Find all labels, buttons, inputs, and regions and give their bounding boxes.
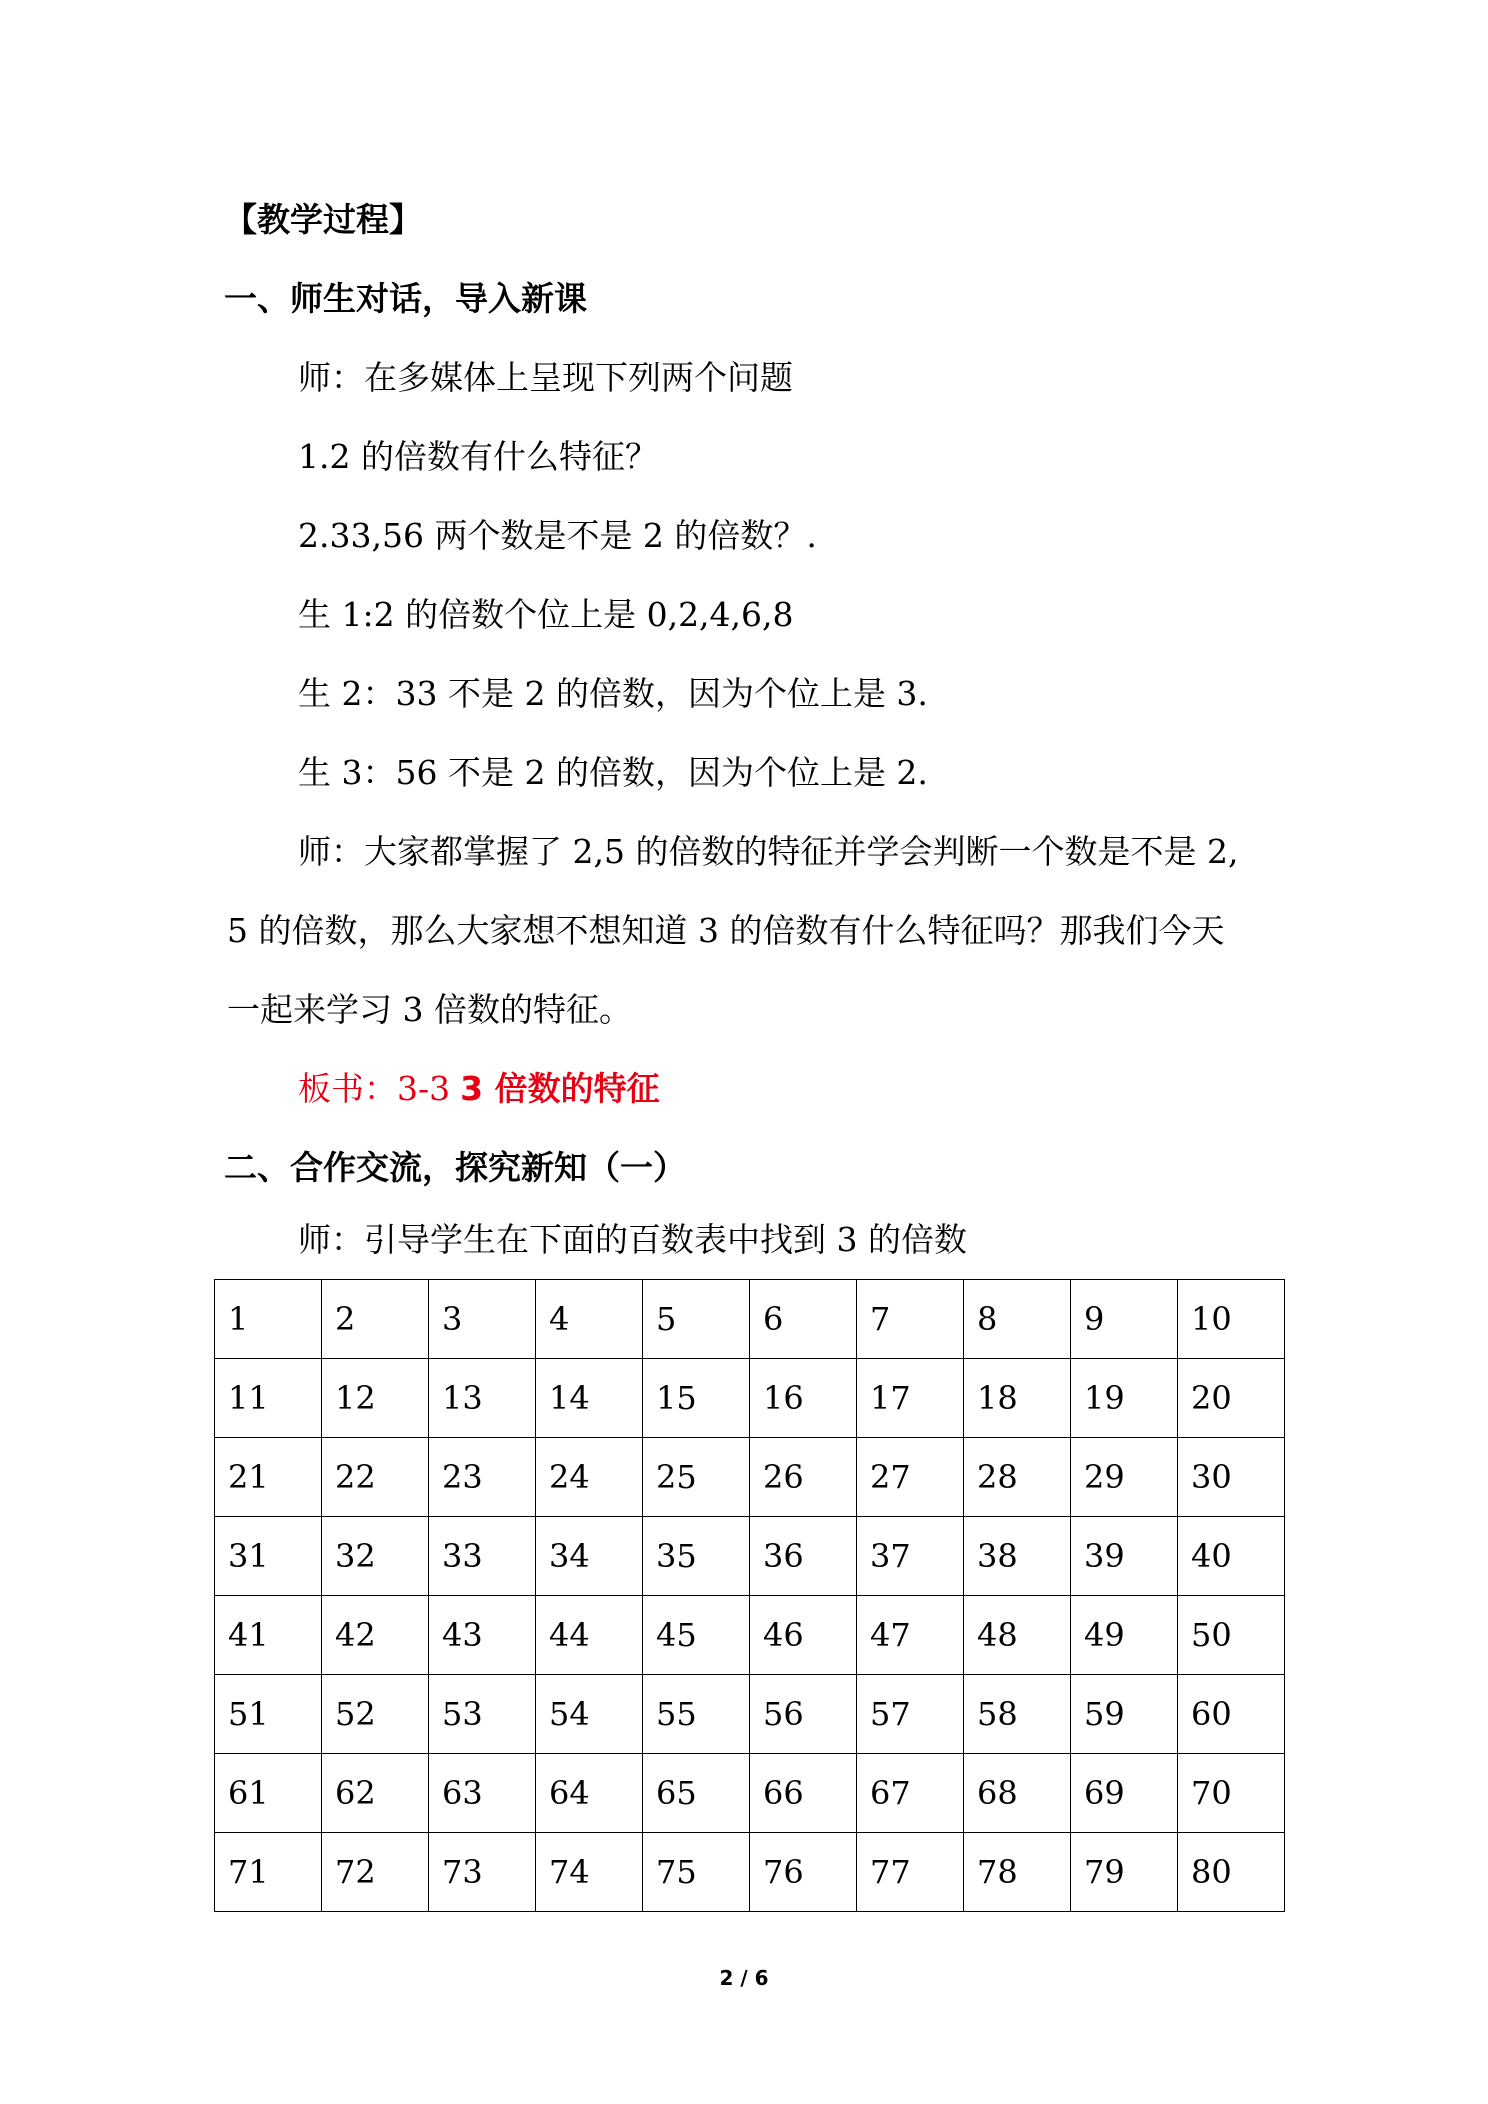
table-cell: 68	[964, 1754, 1071, 1833]
table-cell: 9	[1071, 1280, 1178, 1359]
table-cell: 23	[429, 1438, 536, 1517]
table-cell: 53	[429, 1675, 536, 1754]
table-row	[215, 1596, 1285, 1675]
table-cell: 22	[322, 1438, 429, 1517]
section-heading: 【教学过程】	[224, 200, 422, 239]
table-cell: 25	[643, 1438, 750, 1517]
table-cell: 8	[964, 1280, 1071, 1359]
part1-line-6: 生 3：56 不是 2 的倍数，因为个位上是 2.	[298, 753, 928, 792]
page-number: 2 / 6	[719, 1966, 769, 1990]
table-cell: 76	[750, 1833, 857, 1912]
table-cell: 16	[750, 1359, 857, 1438]
table-cell: 20	[1178, 1359, 1285, 1438]
paragraph-line-2: 5 的倍数，那么大家想不想知道 3 的倍数有什么特征吗？那我们今天	[227, 911, 1225, 950]
table-cell: 2	[322, 1280, 429, 1359]
table-cell: 14	[536, 1359, 643, 1438]
table-cell: 51	[215, 1675, 322, 1754]
table-cell: 33	[429, 1517, 536, 1596]
table-cell: 74	[536, 1833, 643, 1912]
table-cell: 57	[857, 1675, 964, 1754]
table-cell: 55	[643, 1675, 750, 1754]
table-cell: 56	[750, 1675, 857, 1754]
table-cell: 1	[215, 1280, 322, 1359]
table-cell: 18	[964, 1359, 1071, 1438]
table-cell: 38	[964, 1517, 1071, 1596]
table-cell: 43	[429, 1596, 536, 1675]
table-cell: 44	[536, 1596, 643, 1675]
part1-title: 一、师生对话，导入新课	[224, 279, 587, 318]
table-cell: 70	[1178, 1754, 1285, 1833]
table-cell: 3	[429, 1280, 536, 1359]
table-cell: 80	[1178, 1833, 1285, 1912]
board-label: 板书：3-3	[298, 1069, 451, 1108]
table-cell: 75	[643, 1833, 750, 1912]
table-cell: 49	[1071, 1596, 1178, 1675]
table-cell: 63	[429, 1754, 536, 1833]
part2-title: 二、合作交流，探究新知（一）	[224, 1148, 686, 1187]
part1-line-5: 生 2：33 不是 2 的倍数，因为个位上是 3.	[298, 674, 928, 713]
table-cell: 11	[215, 1359, 322, 1438]
table-row	[215, 1517, 1285, 1596]
table-cell: 6	[750, 1280, 857, 1359]
table-cell: 48	[964, 1596, 1071, 1675]
table-cell: 71	[215, 1833, 322, 1912]
table-cell: 24	[536, 1438, 643, 1517]
table-cell: 72	[322, 1833, 429, 1912]
table-cell: 46	[750, 1596, 857, 1675]
part1-line-3: 2.33,56 两个数是不是 2 的倍数？.	[298, 516, 817, 555]
table-cell: 29	[1071, 1438, 1178, 1517]
table-cell: 65	[643, 1754, 750, 1833]
table-cell: 64	[536, 1754, 643, 1833]
table-row	[215, 1754, 1285, 1833]
hundred-number-table	[214, 1279, 1285, 1912]
table-cell: 66	[750, 1754, 857, 1833]
table-cell: 73	[429, 1833, 536, 1912]
part1-line-4: 生 1:2 的倍数个位上是 0,2,4,6,8	[298, 595, 794, 634]
table-cell: 26	[750, 1438, 857, 1517]
table-cell: 77	[857, 1833, 964, 1912]
table-cell: 7	[857, 1280, 964, 1359]
table-cell: 59	[1071, 1675, 1178, 1754]
part1-line-1: 师：在多媒体上呈现下列两个问题	[298, 358, 793, 397]
table-cell: 79	[1071, 1833, 1178, 1912]
board-title: 3 倍数的特征	[460, 1069, 660, 1108]
table-cell: 12	[322, 1359, 429, 1438]
table-cell: 35	[643, 1517, 750, 1596]
table-cell: 37	[857, 1517, 964, 1596]
table-cell: 61	[215, 1754, 322, 1833]
table-cell: 40	[1178, 1517, 1285, 1596]
table-cell: 15	[643, 1359, 750, 1438]
part1-line-2: 1.2 的倍数有什么特征？	[298, 437, 658, 476]
board-note	[298, 1069, 660, 1109]
table-cell: 28	[964, 1438, 1071, 1517]
paragraph-line-3: 一起来学习 3 倍数的特征。	[227, 990, 632, 1029]
table-cell: 67	[857, 1754, 964, 1833]
table-cell: 19	[1071, 1359, 1178, 1438]
table-cell: 36	[750, 1517, 857, 1596]
table-row	[215, 1675, 1285, 1754]
table-cell: 54	[536, 1675, 643, 1754]
table-cell: 62	[322, 1754, 429, 1833]
table-cell: 10	[1178, 1280, 1285, 1359]
table-cell: 69	[1071, 1754, 1178, 1833]
table-cell: 34	[536, 1517, 643, 1596]
table-cell: 60	[1178, 1675, 1285, 1754]
table-cell: 5	[643, 1280, 750, 1359]
table-cell: 41	[215, 1596, 322, 1675]
table-cell: 27	[857, 1438, 964, 1517]
table-cell: 39	[1071, 1517, 1178, 1596]
paragraph-line-1: 师：大家都掌握了 2,5 的倍数的特征并学会判断一个数是不是 2,	[298, 832, 1239, 871]
table-cell: 31	[215, 1517, 322, 1596]
table-cell: 4	[536, 1280, 643, 1359]
table-row	[215, 1438, 1285, 1517]
table-row	[215, 1833, 1285, 1912]
table-cell: 42	[322, 1596, 429, 1675]
table-cell: 45	[643, 1596, 750, 1675]
table-cell: 58	[964, 1675, 1071, 1754]
table-cell: 30	[1178, 1438, 1285, 1517]
table-cell: 32	[322, 1517, 429, 1596]
table-row	[215, 1359, 1285, 1438]
table-cell: 47	[857, 1596, 964, 1675]
part2-instruction: 师：引导学生在下面的百数表中找到 3 的倍数	[298, 1220, 967, 1259]
table-cell: 21	[215, 1438, 322, 1517]
table-cell: 17	[857, 1359, 964, 1438]
table-cell: 13	[429, 1359, 536, 1438]
table-cell: 50	[1178, 1596, 1285, 1675]
table-cell: 52	[322, 1675, 429, 1754]
table-cell: 78	[964, 1833, 1071, 1912]
table-row	[215, 1280, 1285, 1359]
